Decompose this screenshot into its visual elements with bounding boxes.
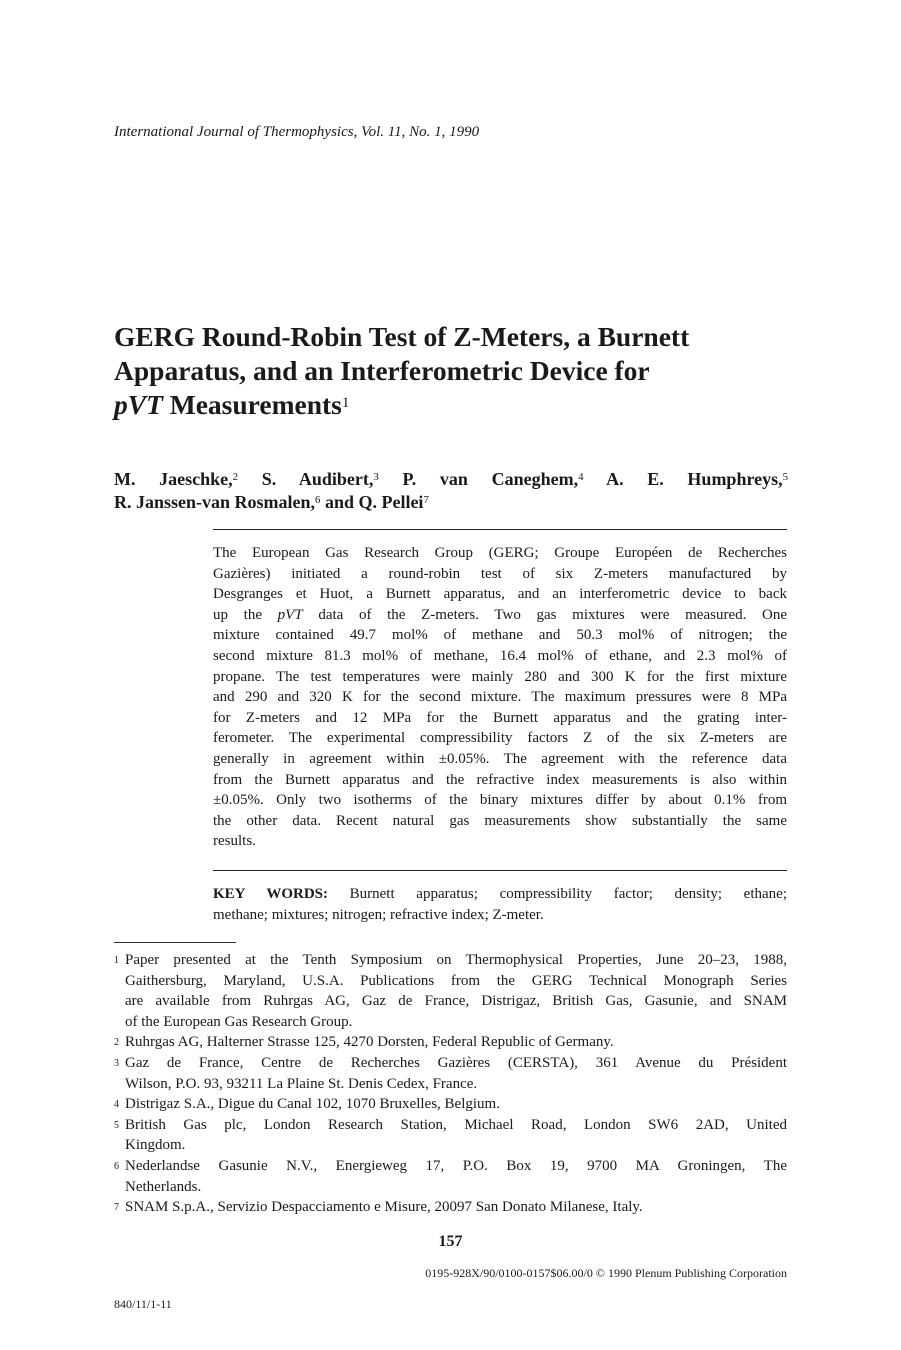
footnote-line: of the European Gas Research Group. bbox=[125, 1013, 353, 1030]
author: R. Janssen-van Rosmalen,$^6$ bbox=[114, 492, 321, 512]
footnote-mark: 1 bbox=[341, 395, 350, 411]
footnote-line: Wilson, P.O. 93, 93211 La Plaine St. Denis Cedex, France. bbox=[125, 1075, 478, 1092]
abstract-line: mixture contained 49.7 mol% of methane and 50.3 mol% of nitrogen; the bbox=[213, 627, 787, 644]
footnote bbox=[114, 1032, 787, 1053]
abstract-line: for Z-meters and 12 MPa for the Burnett apparatus and the grating inter- bbox=[213, 709, 787, 726]
abstract-bottom-rule bbox=[213, 870, 787, 871]
footnote-line: Distrigaz S.A., Digue du Canal 102, 1070 Bruxelles, Belgium. bbox=[125, 1096, 500, 1113]
copyright-line: 0195-928X/90/0100-0157$06.00/0 © 1990 Plenum Publishing Corporation bbox=[425, 1266, 787, 1280]
footnote-line: Netherlands. bbox=[125, 1178, 202, 1195]
footnote-line: are available from Ruhrgas AG, Gaz de France, Distrigaz, British Gas, Gasunie, and SNAM bbox=[125, 993, 787, 1010]
footnote bbox=[114, 950, 787, 1032]
keywords bbox=[213, 884, 787, 925]
keywords-line: KEY WORDS: Burnett apparatus; compressibility factor; density; ethane; bbox=[213, 886, 787, 902]
keywords-label: KEY WORDS: bbox=[213, 886, 328, 902]
title-line bbox=[114, 388, 814, 422]
footnote-rule bbox=[114, 942, 236, 943]
abstract-line: ±0.05%. Only two isotherms of the binary mixtures differ by about 0.1% from bbox=[213, 792, 787, 809]
abstract-line: The European Gas Research Group (GERG; Groupe Européen de Recherches bbox=[213, 545, 787, 561]
footnote-line: Gaithersburg, Maryland, U.S.A. Publications from the GERG Technical Monograph Series bbox=[125, 972, 787, 989]
title-italic: pVT bbox=[114, 389, 163, 420]
footnote bbox=[114, 1115, 787, 1156]
footnote-mark: 7 bbox=[114, 1202, 119, 1214]
abstract-line: up the pVT data of the Z-meters. Two gas mixtures were measured. One bbox=[213, 606, 788, 623]
title-line: GERG Round-Robin Test of Z-Meters, a Burnett bbox=[114, 321, 690, 352]
page-number: 157 bbox=[438, 1233, 463, 1250]
footnote-mark: 3 bbox=[114, 1057, 119, 1069]
author-list bbox=[114, 468, 788, 514]
author: A. E. Humphreys,$^5$ bbox=[606, 469, 789, 489]
footnote bbox=[114, 1053, 787, 1094]
footnote-mark: 2 bbox=[114, 1037, 119, 1049]
footnote bbox=[114, 1197, 787, 1218]
keywords-line: methane; mixtures; nitrogen; refractive index; Z-meter. bbox=[213, 906, 544, 923]
author: and Q. Pellei$^7$ bbox=[324, 492, 429, 512]
footnote-mark: 5 bbox=[114, 1119, 119, 1131]
abstract-line: the other data. Recent natural gas measurements show substantially the same bbox=[213, 812, 787, 829]
abstract-top-rule bbox=[213, 529, 787, 530]
author: P. van Caneghem,$^4$ bbox=[402, 469, 584, 489]
footnote bbox=[114, 1094, 787, 1115]
title-rest: Measurements bbox=[162, 389, 342, 420]
footnote-line: Ruhrgas AG, Halterner Strasse 125, 4270 Dorsten, Federal Republic of Germany. bbox=[125, 1034, 614, 1051]
journal-citation: International Journal of Thermophysics, Vol. 11, No. 1, 1990 bbox=[114, 124, 480, 140]
abstract-line: ferometer. The experimental compressibility factors Z of the six Z-meters are bbox=[213, 730, 787, 747]
abstract bbox=[213, 543, 787, 852]
footnote-line: Gaz de France, Centre de Recherches Gazières (CERSTA), 361 Avenue du Président bbox=[125, 1054, 787, 1071]
footnote-mark: 4 bbox=[114, 1099, 119, 1111]
footnotes bbox=[114, 950, 787, 1218]
author-line bbox=[114, 468, 788, 491]
abstract-line: results. bbox=[213, 833, 256, 850]
footnote-mark: 6 bbox=[114, 1160, 119, 1172]
title-line: Apparatus, and an Interferometric Device for bbox=[114, 355, 650, 386]
footnote bbox=[114, 1156, 787, 1197]
footnote-line: SNAM S.p.A., Servizio Despacciamento e Misure, 20097 San Donato Milanese, Italy. bbox=[125, 1199, 643, 1216]
author-line bbox=[114, 491, 788, 514]
author: M. Jaeschke,$^2$ bbox=[114, 469, 239, 489]
paper-title bbox=[114, 320, 814, 422]
footnote-mark: 1 bbox=[114, 955, 119, 966]
production-code: 840/11/1-11 bbox=[114, 1297, 172, 1311]
abstract-line: Gazières) initiated a round-robin test of six Z-meters manufactured by bbox=[213, 565, 787, 582]
footnote-line: Nederlandse Gasunie N.V., Energieweg 17, P.O. Box 19, 9700 MA Groningen, The bbox=[125, 1157, 787, 1174]
abstract-line: and 290 and 320 K for the second mixture. The maximum pressures were 8 MPa bbox=[213, 689, 787, 706]
abstract-line: from the Burnett apparatus and the refractive index measurements is also within bbox=[213, 771, 787, 788]
abstract-line: generally in agreement within ±0.05%. The agreement with the reference data bbox=[213, 750, 787, 767]
footnote-line: British Gas plc, London Research Station, Michael Road, London SW6 2AD, United bbox=[125, 1116, 787, 1133]
abstract-line: propane. The test temperatures were mainly 280 and 300 K for the first mixture bbox=[213, 668, 787, 685]
author: S. Audibert,$^3$ bbox=[261, 469, 379, 489]
footnote-line: Paper presented at the Tenth Symposium on Thermophysical Properties, June 20–23, 1988, bbox=[125, 952, 787, 968]
footnote-line: Kingdom. bbox=[125, 1137, 186, 1154]
abstract-line: Desgranges et Huot, a Burnett apparatus, and an interferometric device to back bbox=[213, 586, 787, 603]
abstract-line: second mixture 81.3 mol% of methane, 16.4 mol% of ethane, and 2.3 mol% of bbox=[213, 647, 787, 664]
